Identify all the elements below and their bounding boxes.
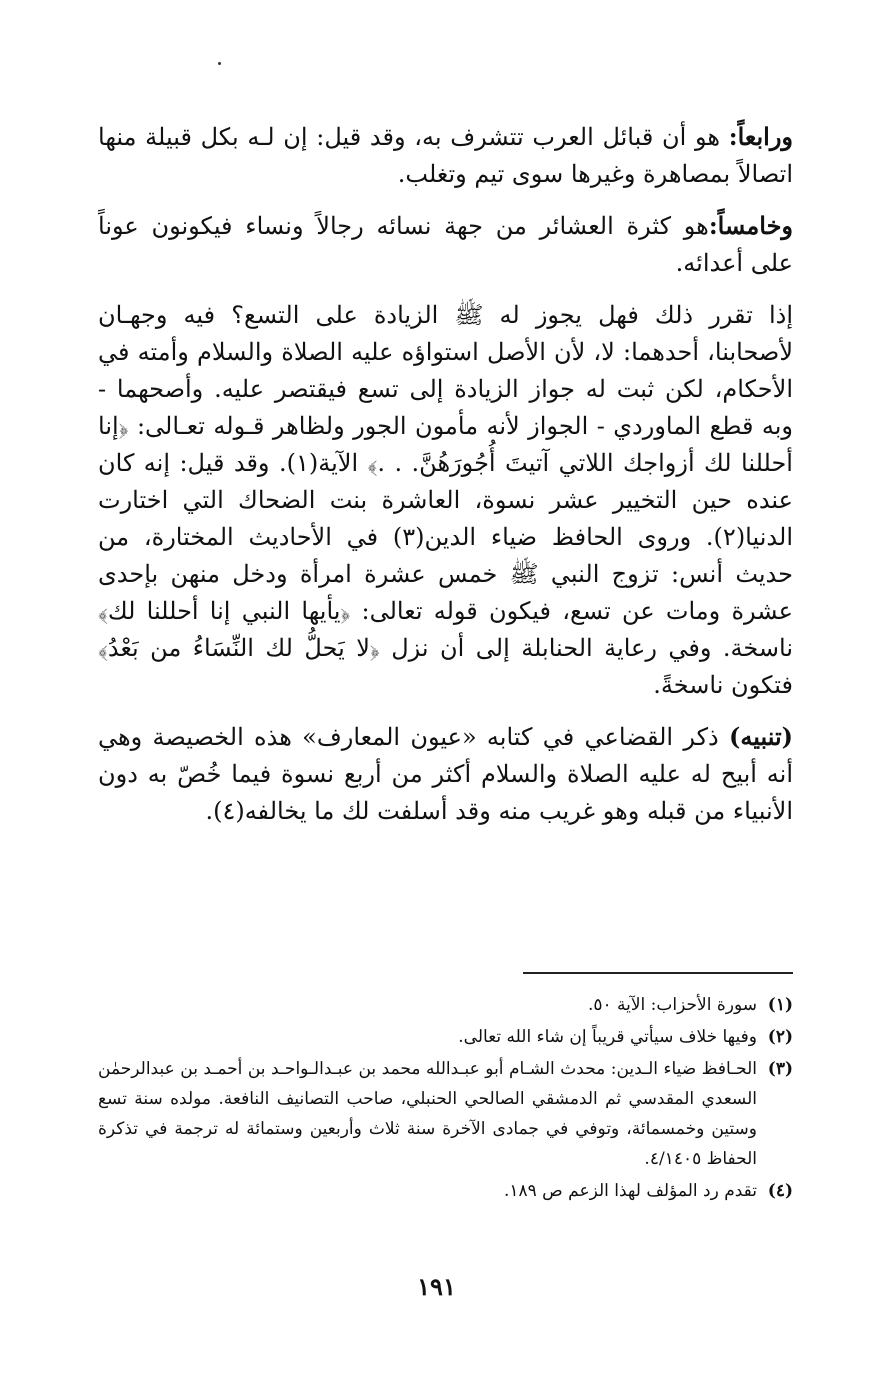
paragraph-note — [98, 718, 793, 830]
paragraph-discussion — [98, 296, 793, 704]
paragraph-body: ذكر القضاعي في كتابه «عيون المعارف» هذه الخصيصة وهي أنه أبيح له عليه الصلاة والسلام أكثر من أربع نسوة فيما خُصّ به دون الأنبياء من قبله وهو غريب منه وقد أسلفت لك ما يخالفه(٤). — [98, 723, 793, 825]
paragraph-fifthly — [98, 207, 793, 282]
footnote-item — [98, 1054, 793, 1174]
footnote-text: وفيها خلاف سيأتي قريباً إن شاء الله تعالى. — [458, 1027, 757, 1047]
paragraph-body: هو أن قبائل العرب تتشرف به، وقد قيل: إن لـه بكل قبيلة منها اتصالاً بمصاهرة وغيرها سوى تيم وتغلب. — [98, 123, 793, 188]
paragraph-body: إذا تقرر ذلك فهل يجوز له ﷺ الزيادة على التسع؟ فيه وجهـان لأصحابنا، أحدهما: لا، لأن الأصل استواؤه عليه الصلاة والسلام وأمته في الأحكام، لكن ثبت له جواز الزيادة إلى تسع فيقتصر عليه. وأصحهما - وبه قطع الماوردي - الجواز لأنه مأمون الجور ولظاهر قـوله تعـالى: ﴿إنا أحللنا لك أزواجك اللاتي آتيتَ أُجُورَهُنَّ. . .﴾ الآية(١). وقد قيل: إنه كان عنده حين التخيير عشر نسوة، العاشرة بنت الضحاك التي اختارت الدنيا(٢). وروى الحافظ ضياء الدين(٣) في الأحاديث المختارة، من حديث أنس: تزوج النبي ﷺ خمس عشرة امرأة ودخل منهن بإحدى عشرة ومات عن تسع، فيكون قوله تعالى: ﴿يأيها النبي إنا أحللنا لك﴾ ناسخة. وفي رعاية الحنابلة إلى أن نزل ﴿لا يَحلُّ لك النِّسَاءُ من بَعْدُ﴾ فتكون ناسخةً. — [98, 301, 793, 699]
paragraph-lead: ورابعاً: — [728, 122, 793, 151]
footnote-item — [98, 990, 793, 1020]
paragraph-lead: وخامساً: — [708, 211, 793, 240]
footnote-number: (١) — [767, 995, 793, 1015]
footnote-number: (٤) — [767, 1181, 793, 1201]
footnote-text: الحـافظ ضياء الـدين: محدث الشـام أبو عبـدالله محمد بن عبـدالـواحـد بن أحمـد بن عبدالرحمٰن السعدي المقدسي ثم الدمشقي الصالحي الحنبلي، صاحب التصانيف النافعة. مولده سنة تسع وستين وخمسمائة، وتوفي في جمادى الآخرة سنة ثلاث وأربعين وستمائة له ترجمة في تذكرة الحفاظ ٤/١٤٠٥. — [98, 1059, 757, 1169]
footnote-number: (٢) — [767, 1027, 793, 1047]
footnote-text: تقدم رد المؤلف لهذا الزعم ص ١٨٩. — [503, 1181, 757, 1201]
main-text — [98, 118, 793, 844]
footnote-item — [98, 1176, 793, 1206]
stray-mark — [218, 62, 221, 65]
paragraph-fourthly — [98, 118, 793, 193]
footnote-text: سورة الأحزاب: الآية ٥٠. — [587, 995, 757, 1015]
paragraph-body: هو كثرة العشائر من جهة نسائه رجالاً ونساء فيكونون عوناً على أعدائه. — [98, 212, 793, 277]
paragraph-lead: (تنبيه) — [729, 722, 793, 751]
footnote-number: (٣) — [767, 1059, 793, 1079]
footnote-item — [98, 1022, 793, 1052]
footnote-separator — [523, 972, 793, 974]
page-number: ١٩١ — [417, 1272, 456, 1301]
footnotes — [98, 990, 793, 1208]
